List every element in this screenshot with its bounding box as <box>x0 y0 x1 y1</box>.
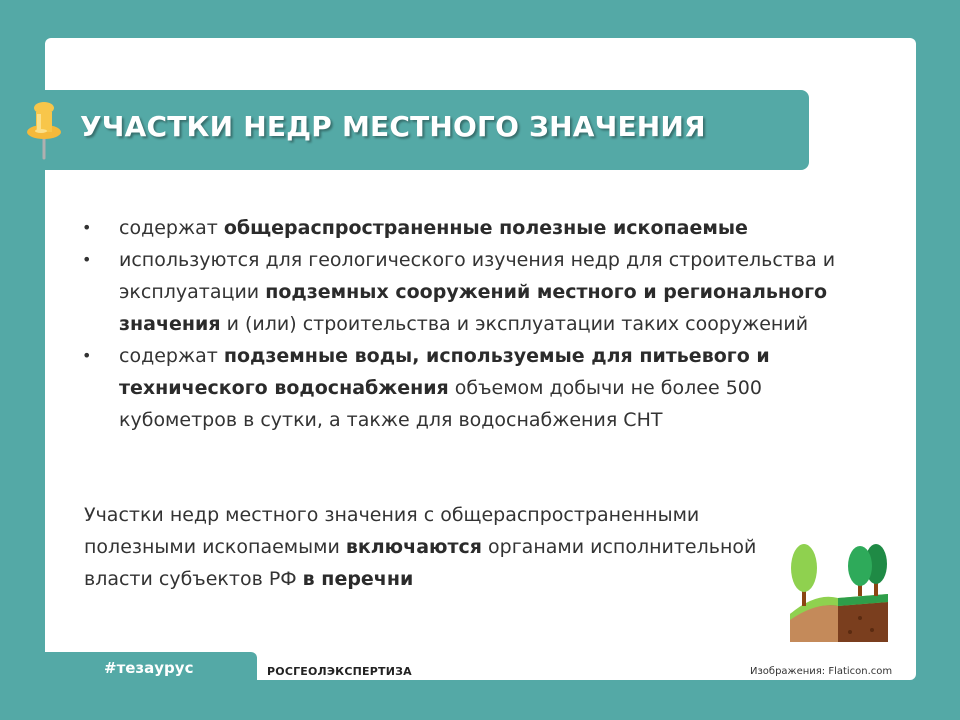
organization-name: РОСГЕОЛЭКСПЕРТИЗА <box>267 665 412 678</box>
bullet-marker: • <box>82 346 92 365</box>
text-segment: содержат <box>119 217 224 239</box>
image-credits: Изображения: Flaticon.com <box>750 666 893 677</box>
bullet-text <box>119 212 882 244</box>
list-item <box>82 340 882 436</box>
text-segment: используются для геологического изучения недр для строительства и эксплуатации <box>119 249 836 303</box>
text-segment: и (или) строительства и эксплуатации таких сооружений <box>220 313 809 335</box>
text-segment: содержат <box>119 345 224 367</box>
bullet-marker: • <box>82 218 92 237</box>
pushpin-icon <box>24 98 68 160</box>
list-item <box>82 244 882 340</box>
summary-paragraph <box>84 499 804 595</box>
bold-segment: подземные воды, используемые для питьевого и технического водоснабжения <box>119 345 770 399</box>
bold-segment: включаются <box>345 536 482 558</box>
bullet-list <box>82 212 882 436</box>
trees-on-soil-icon <box>786 540 890 644</box>
bold-segment: в перечни <box>302 568 414 590</box>
bold-segment: общераспространенные полезные ископаемые <box>223 217 748 239</box>
bullet-marker: • <box>82 250 92 269</box>
text-segment: объемом добычи не более 500 кубометров в сутки, а также для водоснабжения СНТ <box>119 377 762 431</box>
bold-segment: подземных сооружений местного и регионального значения <box>119 281 828 335</box>
text-segment: органами исполнительной власти субъектов РФ <box>84 536 757 590</box>
page-title: УЧАСТКИ НЕДР МЕСТНОГО ЗНАЧЕНИЯ <box>80 110 706 143</box>
list-item <box>82 212 882 244</box>
text-segment: Участки недр местного значения с общераспространенными полезными ископаемыми <box>84 504 700 558</box>
bullet-text <box>119 340 882 436</box>
bullet-text <box>119 244 882 340</box>
hashtag-label: #тезаурус <box>104 659 194 677</box>
